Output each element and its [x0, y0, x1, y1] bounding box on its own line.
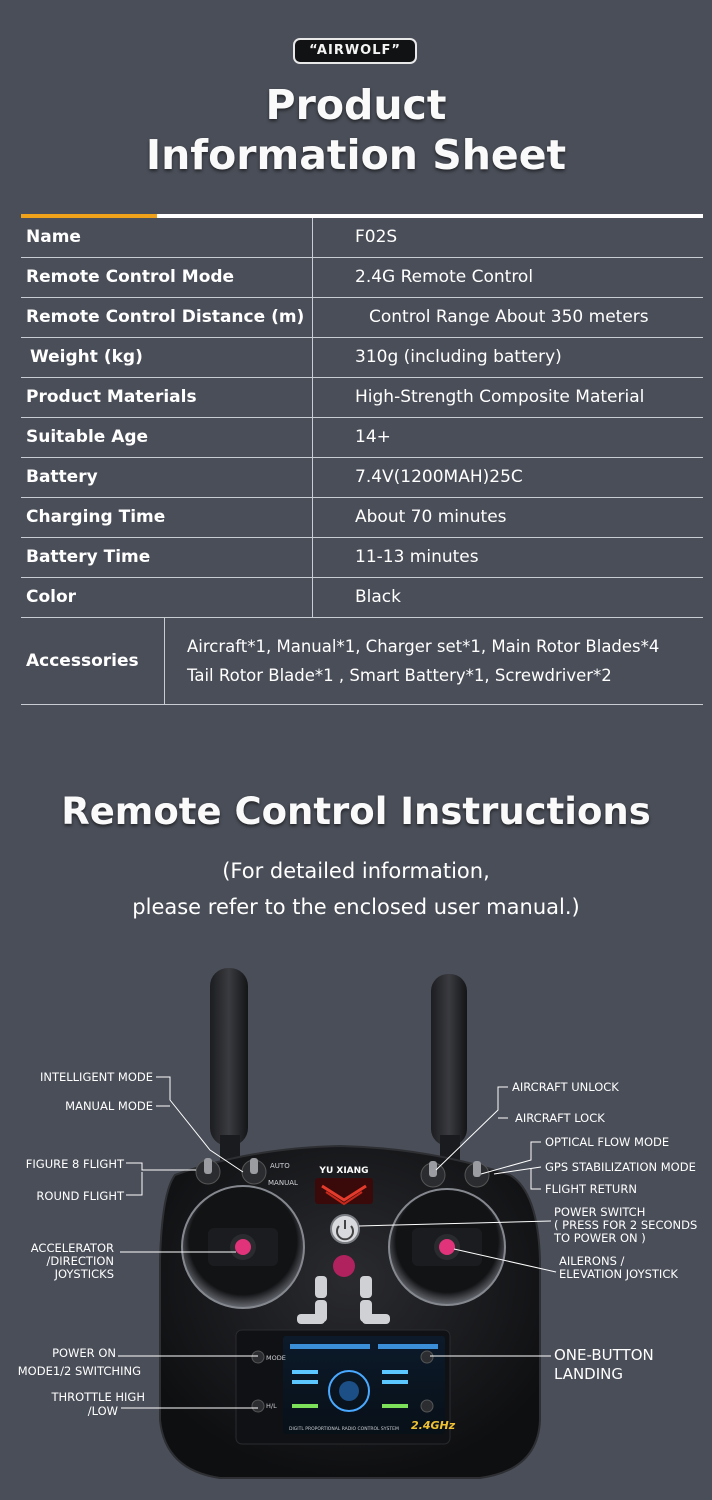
spec-row-charging-time: [21, 498, 703, 538]
label-power-switch-2: ( PRESS FOR 2 SECONDS: [554, 1218, 698, 1232]
spec-row-remote-mode: [21, 258, 703, 298]
right-joystick-tip: [439, 1239, 455, 1255]
label-accelerator-1: ACCELERATOR: [30, 1241, 114, 1255]
spec-row-accessories: [21, 618, 703, 705]
spec-value: 7.4V(1200MAH)25C: [355, 467, 523, 487]
label-throttle-2: /LOW: [87, 1404, 118, 1418]
right-antenna: [431, 974, 467, 1146]
label-mode-switching: MODE1/2 SWITCHING: [17, 1364, 141, 1378]
hl-label: H/L: [266, 1402, 277, 1410]
spec-value: F02S: [355, 227, 398, 247]
column-divider: [164, 618, 165, 704]
label-accelerator-2: /DIRECTION: [46, 1254, 114, 1268]
left-antenna: [210, 968, 248, 1146]
label-gps-stabilization: GPS STABILIZATION MODE: [545, 1160, 696, 1174]
spec-row-weight: [21, 338, 703, 378]
spec-table: [21, 218, 703, 705]
spec-row-age: [21, 418, 703, 458]
label-power-switch-1: POWER SWITCH: [554, 1205, 646, 1219]
page-title-line1: Product: [265, 81, 447, 129]
spec-row-name: [21, 218, 703, 258]
spec-key: Weight (kg): [30, 347, 143, 367]
spec-row-materials: [21, 378, 703, 418]
column-divider: [312, 258, 313, 297]
system-label: DIGITL PROPORTIONAL RADIO CONTROL SYSTEM: [289, 1427, 399, 1432]
label-optical-flow: OPTICAL FLOW MODE: [545, 1135, 670, 1149]
label-power-switch-3: TO POWER ON ): [554, 1231, 646, 1245]
spec-row-battery-time: [21, 538, 703, 578]
spec-value: High-Strength Composite Material: [355, 387, 645, 407]
spec-key: Charging Time: [26, 507, 166, 527]
spec-row-remote-distance: [21, 298, 703, 338]
spec-value: Black: [355, 587, 401, 607]
spec-value: 14+: [355, 427, 391, 447]
label-aircraft-unlock: AIRCRAFT UNLOCK: [512, 1080, 619, 1094]
subtitle-line2: please refer to the enclosed user manual.): [132, 895, 580, 919]
accessories-value: [187, 632, 659, 690]
manual-label: MANUAL: [268, 1179, 298, 1187]
label-ailerons-2: ELEVATION JOYSTICK: [559, 1267, 678, 1281]
label-power-on: POWER ON: [52, 1346, 116, 1360]
left-joystick-tip: [235, 1239, 251, 1255]
page-title-line2: Information Sheet: [145, 131, 567, 179]
spec-row-color: [21, 578, 703, 618]
column-divider: [312, 298, 313, 337]
label-one-button-2: LANDING: [554, 1365, 624, 1383]
remote-brand-text: YU XIANG: [319, 1166, 369, 1176]
column-divider: [312, 378, 313, 417]
spec-key: Battery Time: [26, 547, 151, 567]
spec-key: Name: [26, 227, 81, 247]
label-flight-return: FLIGHT RETURN: [545, 1182, 637, 1196]
freq-label: 2.4GHz: [411, 1419, 456, 1432]
spec-key: Color: [26, 587, 77, 607]
accessories-line2: Tail Rotor Blade*1 , Smart Battery*1, Screwdriver*2: [187, 666, 612, 685]
spec-key: Accessories: [26, 651, 139, 671]
column-divider: [312, 578, 313, 617]
spec-key: Product Materials: [26, 387, 197, 407]
column-divider: [312, 498, 313, 537]
column-divider: [312, 418, 313, 457]
label-manual-mode: MANUAL MODE: [65, 1099, 153, 1113]
label-accelerator-3: JOYSTICKS: [54, 1267, 114, 1281]
column-divider: [312, 218, 313, 257]
auto-label: AUTO: [270, 1162, 290, 1170]
label-figure8-flight: FIGURE 8 FLIGHT: [25, 1157, 124, 1171]
column-divider: [312, 338, 313, 377]
spec-key: Battery: [26, 467, 98, 487]
label-round-flight: ROUND FLIGHT: [36, 1189, 124, 1203]
subtitle-line1: (For detailed information,: [222, 859, 490, 883]
label-ailerons-1: AILERONS /: [559, 1254, 625, 1268]
section-title-remote: Remote Control Instructions: [61, 790, 651, 833]
spec-value: Control Range About 350 meters: [369, 307, 649, 327]
brand-badge: “AIRWOLF”: [293, 38, 417, 64]
label-one-button-1: ONE-BUTTON: [554, 1346, 654, 1364]
spec-key: Remote Control Distance (m): [26, 307, 305, 327]
spec-row-battery: [21, 458, 703, 498]
column-divider: [312, 458, 313, 497]
column-divider: [312, 538, 313, 577]
spec-value: 310g (including battery): [355, 347, 562, 367]
spec-value: 2.4G Remote Control: [355, 267, 534, 287]
accessories-line1: Aircraft*1, Manual*1, Charger set*1, Main Rotor Blades*4: [187, 637, 660, 656]
label-intelligent-mode: INTELLIGENT MODE: [39, 1070, 153, 1084]
label-throttle-1: THROTTLE HIGH: [51, 1390, 145, 1404]
spec-value: About 70 minutes: [355, 507, 507, 527]
spec-value: 11-13 minutes: [355, 547, 479, 567]
spec-key: Suitable Age: [26, 427, 149, 447]
label-aircraft-lock: AIRCRAFT LOCK: [515, 1111, 605, 1125]
mode-label: MODE: [266, 1354, 286, 1362]
spec-key: Remote Control Mode: [26, 267, 235, 287]
